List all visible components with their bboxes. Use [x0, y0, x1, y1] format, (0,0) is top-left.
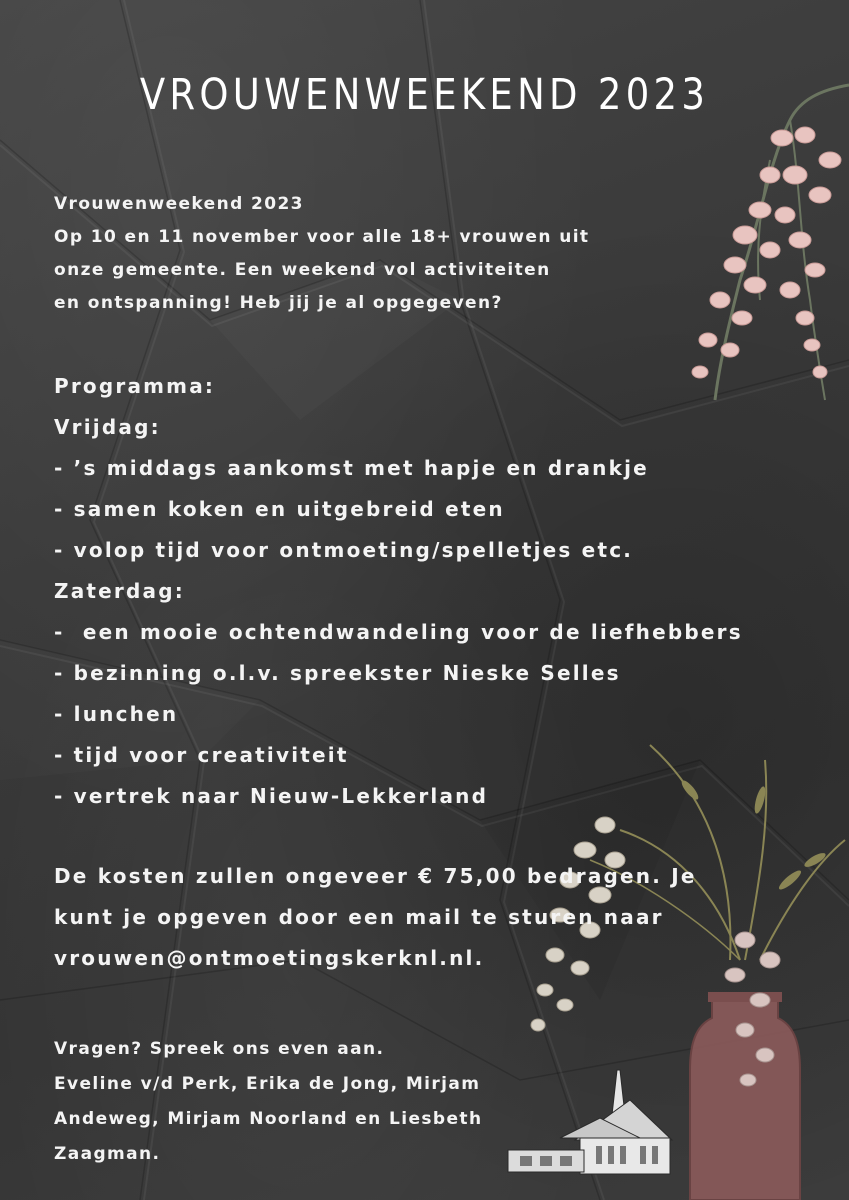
friday-item: - samen koken en uitgebreid eten	[54, 497, 505, 521]
program-heading: Programma:	[54, 374, 216, 398]
costs-line: kunt je opgeven door een mail te sturen naar	[54, 905, 664, 929]
program-section	[54, 366, 743, 817]
intro-line: Op 10 en 11 november voor alle 18+ vrouwen uit	[54, 227, 590, 247]
wisteria-flower-illustration	[692, 85, 849, 400]
saturday-item: - een mooie ochtendwandeling voor de liefhebbers	[54, 620, 743, 644]
friday-item: - ’s middags aankomst met hapje en drankje	[54, 456, 649, 480]
contact-line: Andeweg, Mirjam Noorland en Liesbeth	[54, 1109, 483, 1129]
page-title: VROUWENWEEKEND 2023	[139, 70, 710, 120]
intro-section	[54, 188, 589, 320]
saturday-item: - tijd voor creativiteit	[54, 743, 349, 767]
intro-line: en ontspanning! Heb jij je al opgegeven?	[54, 293, 503, 313]
church-building-illustration	[508, 1070, 672, 1174]
intro-line: onze gemeente. Een weekend vol activiteiten	[54, 260, 551, 280]
costs-section	[54, 856, 697, 979]
email-address[interactable]: vrouwen@ontmoetingskerknl.nl.	[54, 946, 485, 970]
contact-line: Vragen? Spreek ons even aan.	[54, 1039, 385, 1059]
saturday-item: - bezinning o.l.v. spreekster Nieske Selles	[54, 661, 621, 685]
costs-line: De kosten zullen ongeveer € 75,00 bedragen. Je	[54, 864, 697, 888]
saturday-item: - vertrek naar Nieuw-Lekkerland	[54, 784, 489, 808]
contact-section	[54, 1032, 482, 1172]
contact-line: Eveline v/d Perk, Erika de Jong, Mirjam	[54, 1074, 481, 1094]
friday-item: - volop tijd voor ontmoeting/spelletjes etc.	[54, 538, 634, 562]
friday-label: Vrijdag:	[54, 415, 161, 439]
saturday-item: - lunchen	[54, 702, 179, 726]
saturday-label: Zaterdag:	[54, 579, 185, 603]
contact-line: Zaagman.	[54, 1144, 161, 1164]
intro-line: Vrouwenweekend 2023	[54, 194, 304, 214]
